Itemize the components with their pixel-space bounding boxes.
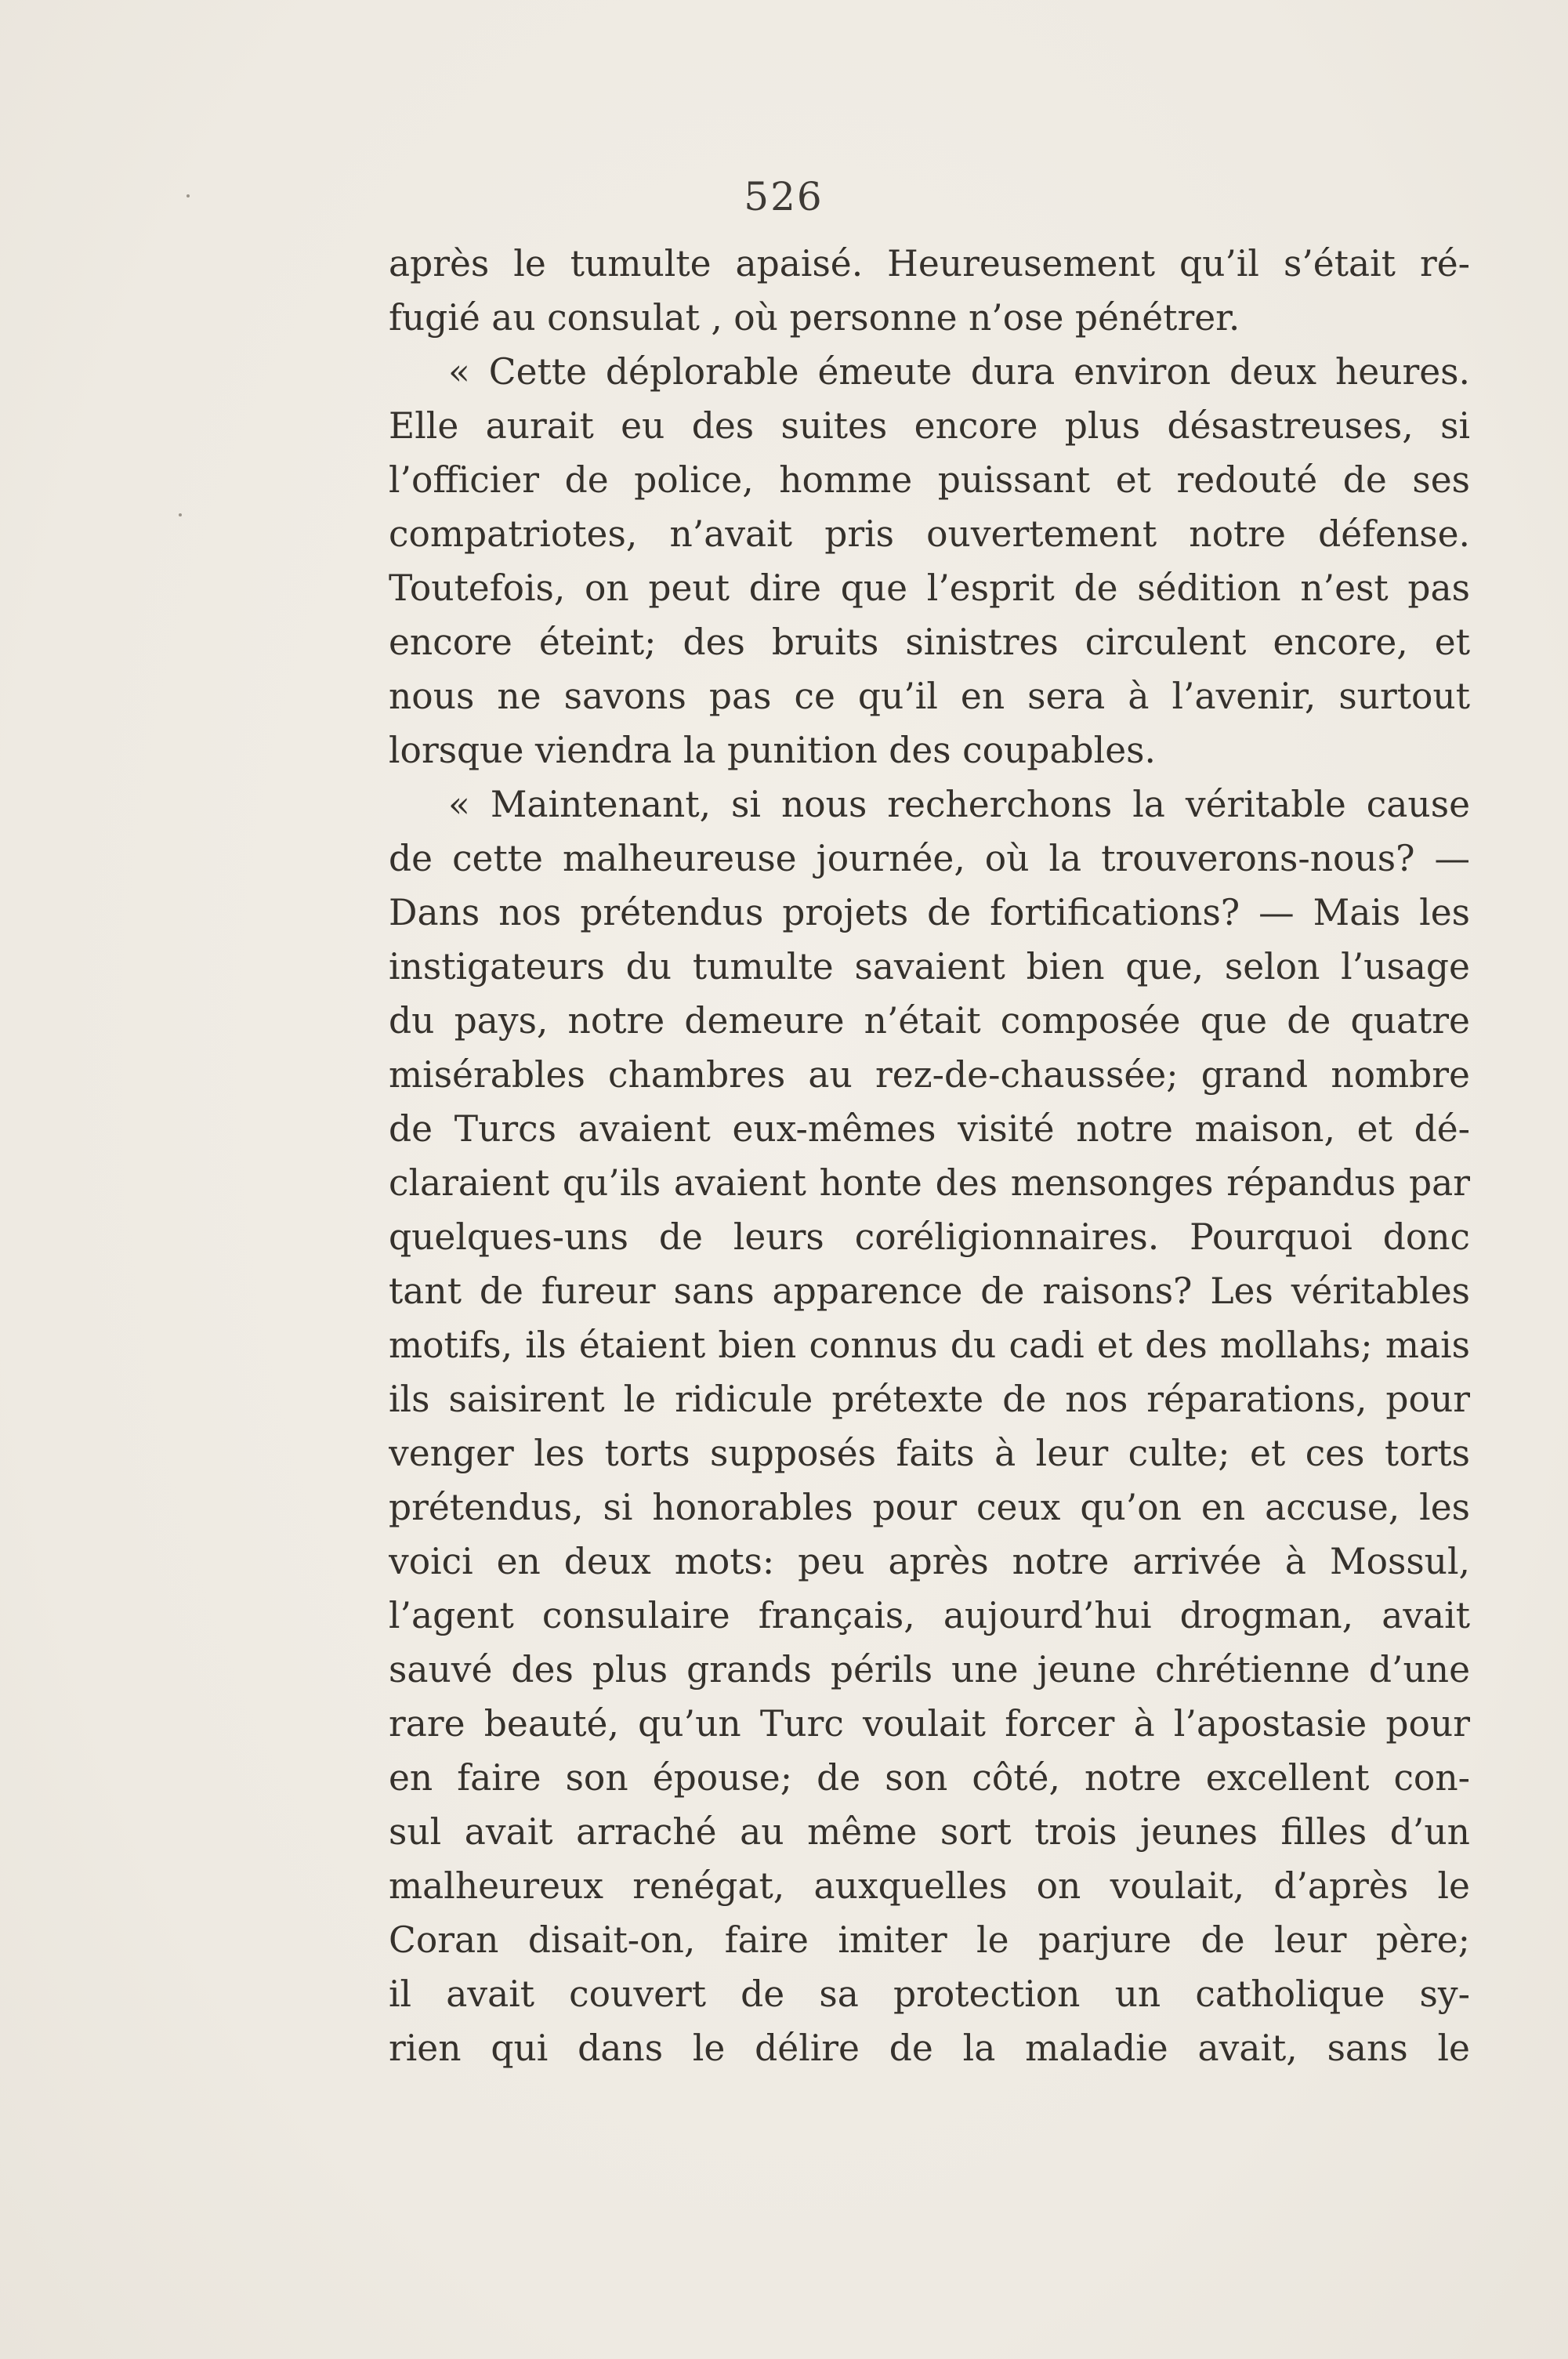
text-line: venger les torts supposés faits à leur culte; et ces torts bbox=[389, 1433, 1470, 1474]
text-line: « Cette déplorable émeute dura environ deux heures. bbox=[448, 351, 1470, 393]
text-line: prétendus, si honorables pour ceux qu’on en accuse, les bbox=[389, 1487, 1470, 1528]
text-line: du pays, notre demeure n’était composée que de quatre bbox=[389, 1000, 1470, 1042]
text-line: en faire son épouse; de son côté, notre excellent con- bbox=[389, 1757, 1470, 1799]
text-line: malheureux renégat, auxquelles on voulait, d’après le bbox=[389, 1865, 1470, 1907]
text-line: claraient qu’ils avaient honte des mensonges répandus par bbox=[389, 1162, 1470, 1204]
text-line: « Maintenant, si nous recherchons la véritable cause bbox=[448, 784, 1470, 825]
text-line: sul avait arraché au même sort trois jeunes filles d’un bbox=[389, 1811, 1470, 1853]
text-line: lorsque viendra la punition des coupables. bbox=[389, 730, 1156, 771]
text-line: quelques-uns de leurs coréligionnaires. Pourquoi donc bbox=[389, 1216, 1470, 1258]
text-line: fugié au consulat , où personne n’ose pénétrer. bbox=[389, 297, 1240, 339]
text-line: l’agent consulaire français, aujourd’hui drogman, avait bbox=[389, 1595, 1470, 1636]
text-line: de Turcs avaient eux-mêmes visité notre maison, et dé- bbox=[389, 1108, 1470, 1150]
text-line: de cette malheureuse journée, où la trouverons-nous? — bbox=[389, 838, 1470, 879]
text-line: instigateurs du tumulte savaient bien que, selon l’usage bbox=[389, 946, 1470, 987]
paper-speck bbox=[186, 194, 190, 197]
text-line: compatriotes, n’avait pris ouvertement notre défense. bbox=[389, 513, 1470, 555]
text-line: encore éteint; des bruits sinistres circulent encore, et bbox=[389, 621, 1470, 663]
text-line: sauvé des plus grands périls une jeune chrétienne d’une bbox=[389, 1649, 1470, 1690]
text-line: misérables chambres au rez-de-chaussée; grand nombre bbox=[389, 1054, 1470, 1096]
text-line: il avait couvert de sa protection un catholique sy- bbox=[389, 1973, 1470, 2015]
text-line: Elle aurait eu des suites encore plus désastreuses, si bbox=[389, 405, 1470, 447]
text-line: Toutefois, on peut dire que l’esprit de sédition n’est pas bbox=[389, 567, 1470, 609]
text-line: motifs, ils étaient bien connus du cadi et des mollahs; mais bbox=[389, 1324, 1470, 1366]
text-line: ils saisirent le ridicule prétexte de nos réparations, pour bbox=[389, 1379, 1470, 1420]
text-line: voici en deux mots: peu après notre arrivée à Mossul, bbox=[389, 1541, 1470, 1582]
text-line: l’officier de police, homme puissant et redouté de ses bbox=[389, 459, 1470, 501]
text-line: rien qui dans le délire de la maladie avait, sans le bbox=[389, 2027, 1470, 2069]
text-line: Coran disait-on, faire imiter le parjure de leur père; bbox=[389, 1919, 1470, 1961]
paper-speck bbox=[179, 513, 182, 516]
text-line: nous ne savons pas ce qu’il en sera à l’avenir, surtout bbox=[389, 676, 1470, 717]
text-line: rare beauté, qu’un Turc voulait forcer à l’apostasie pour bbox=[389, 1703, 1470, 1745]
text-line: Dans nos prétendus projets de fortifications? — Mais les bbox=[389, 892, 1470, 933]
page-number: 526 bbox=[744, 174, 824, 219]
body-text bbox=[389, 237, 1470, 2075]
text-line: après le tumulte apaisé. Heureusement qu’il s’était ré- bbox=[389, 243, 1470, 284]
text-line: tant de fureur sans apparence de raisons? Les véritables bbox=[389, 1270, 1470, 1312]
